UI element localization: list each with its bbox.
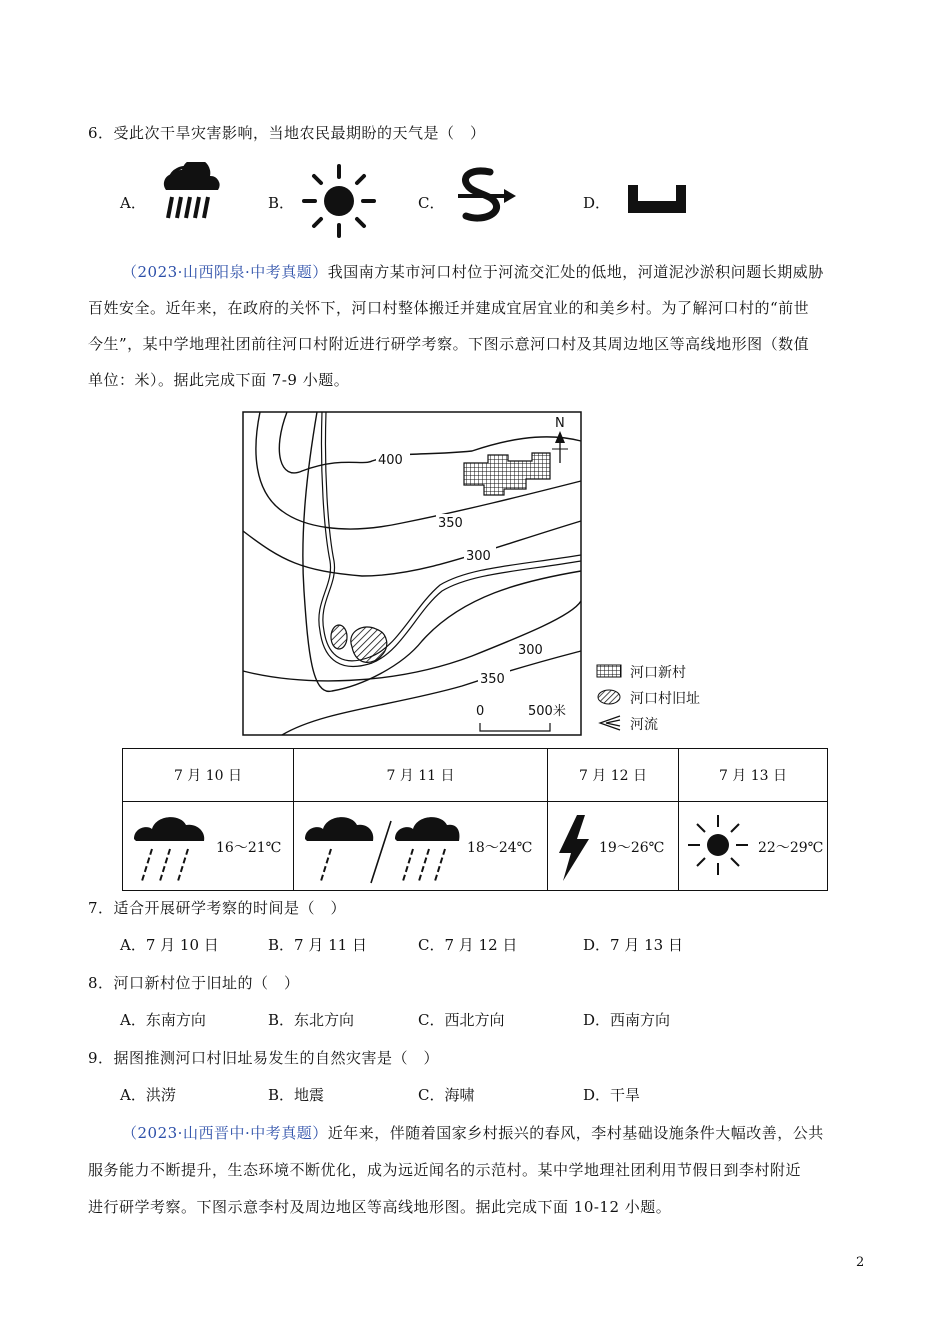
contour-label-350: 350 — [438, 516, 463, 531]
contour-label-350-lower: 350 — [480, 672, 505, 687]
scale-zero: 0 — [476, 704, 485, 719]
passage1-line3: 今生”，某中学地理社团前往河口村附近进行研学考察。下图示意河口村及其周边地区等高线地形图（数值 — [88, 335, 810, 353]
legend-new-village-swatch — [596, 662, 624, 680]
rain-turning-rain-icon — [301, 811, 461, 885]
passage1-line1 — [122, 261, 824, 282]
legend-new-village: 河口新村 — [630, 665, 686, 681]
north-label: N — [555, 416, 565, 431]
temp-day2: 18～24℃ — [467, 840, 533, 856]
sun-icon — [300, 163, 378, 241]
q8-option-c[interactable]: C．西北方向 — [418, 1011, 505, 1029]
cold-wave-icon — [625, 183, 689, 215]
date-cell: 7 月 12 日 — [548, 749, 679, 802]
q9-option-c[interactable]: C．海啸 — [418, 1086, 475, 1104]
contour-label-400: 400 — [378, 453, 403, 468]
q7-option-c[interactable]: C．7 月 12 日 — [418, 936, 518, 954]
legend-old-site: 河口村旧址 — [630, 691, 700, 707]
temp-day3: 19～26℃ — [599, 840, 665, 856]
q6-stem: 6．受此次干旱灾害影响，当地农民最期盼的天气是（ ） — [88, 124, 486, 142]
old-site-area-small — [331, 625, 347, 649]
q6-option-b[interactable]: B． — [268, 194, 295, 212]
q6-option-c[interactable]: C． — [418, 194, 445, 212]
date-cell: 7 月 13 日 — [679, 749, 828, 802]
contour-label-300: 300 — [466, 549, 491, 564]
q9-option-d[interactable]: D．干旱 — [583, 1086, 641, 1104]
passage2-line2: 服务能力不断提升，生态环境不断优化，成为远近闻名的示范村。某中学地理社团利用节假日到李村附近 — [88, 1161, 802, 1179]
passage2-line3: 进行研学考察。下图示意李村及周边地区等高线地形图。据此完成下面 10-12 小题。 — [88, 1198, 672, 1216]
q9-option-b[interactable]: B．地震 — [268, 1086, 325, 1104]
contour-label-300-lower: 300 — [518, 643, 543, 658]
q8-option-a[interactable]: A．东南方向 — [120, 1011, 206, 1029]
q7-option-b[interactable]: B．7 月 11 日 — [268, 936, 367, 954]
q6-option-a[interactable]: A． — [120, 194, 146, 212]
temp-day4: 22～29℃ — [758, 840, 824, 856]
rain-cloud-icon — [130, 811, 210, 885]
scale-label: 500米 — [528, 704, 566, 719]
q8-option-b[interactable]: B．东北方向 — [268, 1011, 355, 1029]
q9-option-a[interactable]: A．洪涝 — [120, 1086, 176, 1104]
temp-day1: 16～21℃ — [216, 840, 282, 856]
q8-option-d[interactable]: D．西南方向 — [583, 1011, 671, 1029]
passage2-line1 — [122, 1122, 824, 1143]
weather-cell-day4 — [679, 802, 828, 891]
passage1-line2: 百姓安全。近年来，在政府的关怀下，河口村整体搬迁并建成宜居宜业的和美乡村。为了解河口村的“前世 — [88, 299, 810, 317]
q7-option-d[interactable]: D．7 月 13 日 — [583, 936, 683, 954]
lightning-icon — [555, 813, 595, 883]
weather-cell-day3 — [548, 802, 679, 891]
legend-old-site-swatch — [596, 688, 624, 706]
passage1-line4: 单位：米）。据此完成下面 7-9 小题。 — [88, 371, 350, 389]
sunny-icon — [686, 813, 750, 877]
weather-cell-day2 — [294, 802, 548, 891]
date-cell: 7 月 10 日 — [123, 749, 294, 802]
legend-river-swatch — [596, 714, 624, 732]
q9-stem: 9．据图推测河口村旧址易发生的自然灾害是（ ） — [88, 1049, 440, 1067]
legend-river: 河流 — [630, 717, 658, 733]
weather-cell-day1 — [123, 802, 294, 891]
date-cell: 7 月 11 日 — [294, 749, 548, 802]
source-tag: （2023·山西阳泉·中考真题） — [122, 263, 328, 281]
rain-icon — [160, 162, 224, 228]
passage2-text: 近年来，伴随着国家乡村振兴的春风，李村基础设施条件大幅改善，公共 — [327, 1124, 824, 1142]
passage1-text: 我国南方某市河口村位于河流交汇处的低地，河道泥沙淤积问题长期威胁 — [327, 263, 824, 281]
q6-option-d[interactable]: D． — [583, 194, 611, 212]
weather-table — [122, 748, 828, 891]
page-number: 2 — [856, 1255, 865, 1270]
q8-stem: 8．河口新村位于旧址的（ ） — [88, 974, 300, 992]
source-tag: （2023·山西晋中·中考真题） — [122, 1124, 328, 1142]
sandstorm-icon — [452, 166, 522, 226]
contour-map — [242, 411, 582, 736]
q7-option-a[interactable]: A．7 月 10 日 — [120, 936, 219, 954]
q7-stem: 7．适合开展研学考察的时间是（ ） — [88, 899, 347, 917]
